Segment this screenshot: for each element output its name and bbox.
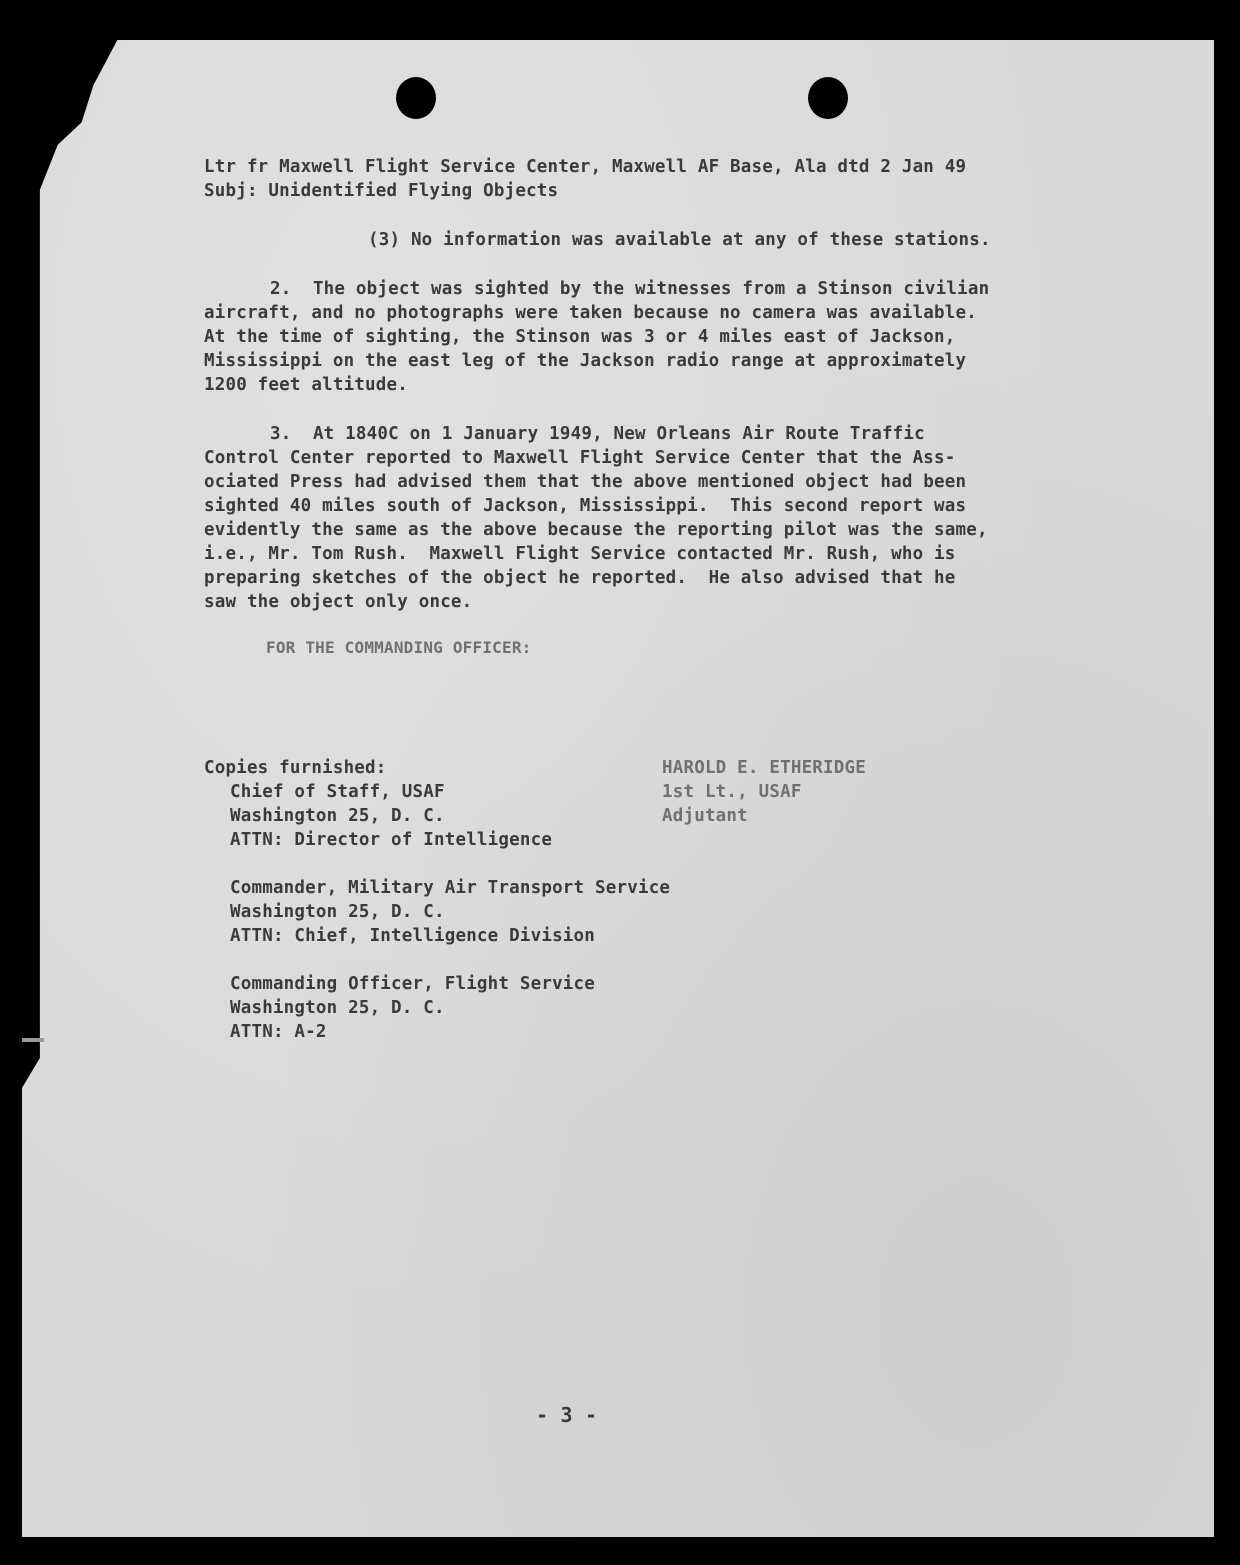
paragraph-2-line: Mississippi on the east leg of the Jackson radio range at approximately xyxy=(204,351,967,371)
paragraph-3-line: saw the object only once. xyxy=(204,592,473,612)
header-reference-line: Ltr fr Maxwell Flight Service Center, Maxwell AF Base, Ala dtd 2 Jan 49 xyxy=(204,157,967,177)
paragraph-2-line: 2. The object was sighted by the witnesses from a Stinson civilian xyxy=(270,279,990,299)
document-page xyxy=(22,40,1214,1537)
punch-hole-left xyxy=(396,77,436,119)
for-commanding-officer: FOR THE COMMANDING OFFICER: xyxy=(266,638,532,657)
header-subject-line: Subj: Unidentified Flying Objects xyxy=(204,181,559,201)
paragraph-3-line: ociated Press had advised them that the above mentioned object had been xyxy=(204,472,967,492)
paragraph-3-line: i.e., Mr. Tom Rush. Maxwell Flight Service contacted Mr. Rush, who is xyxy=(204,544,956,564)
signature-rank: 1st Lt., USAF xyxy=(662,782,802,802)
paragraph-3-line: preparing sketches of the object he reported. He also advised that he xyxy=(204,568,956,588)
copy-line: ATTN: A-2 xyxy=(230,1022,327,1042)
copy-line: Chief of Staff, USAF xyxy=(230,782,445,802)
paragraph-2-line: aircraft, and no photographs were taken because no camera was available. xyxy=(204,303,977,323)
fold-mark xyxy=(22,1038,44,1042)
punch-hole-right xyxy=(808,77,848,119)
signature-name: HAROLD E. ETHERIDGE xyxy=(662,758,866,778)
paragraph-2-line: 1200 feet altitude. xyxy=(204,375,408,395)
copies-heading: Copies furnished: xyxy=(204,758,387,778)
page-number: - 3 - xyxy=(536,1403,598,1427)
copy-line: Washington 25, D. C. xyxy=(230,806,445,826)
paragraph-3-line: sighted 40 miles south of Jackson, Mississippi. This second report was xyxy=(204,496,967,516)
item-3-text: (3) No information was available at any of these stations. xyxy=(368,230,991,250)
paragraph-3-line: 3. At 1840C on 1 January 1949, New Orleans Air Route Traffic xyxy=(270,424,925,444)
copy-line: Commanding Officer, Flight Service xyxy=(230,974,596,994)
copy-line: ATTN: Chief, Intelligence Division xyxy=(230,926,596,946)
copy-line: Washington 25, D. C. xyxy=(230,998,445,1018)
copy-line: Commander, Military Air Transport Service xyxy=(230,878,671,898)
signature-title: Adjutant xyxy=(662,806,748,826)
paragraph-3-line: Control Center reported to Maxwell Flight Service Center that the Ass- xyxy=(204,448,956,468)
paragraph-3-line: evidently the same as the above because the reporting pilot was the same, xyxy=(204,520,988,540)
copy-line: Washington 25, D. C. xyxy=(230,902,445,922)
paragraph-2-line: At the time of sighting, the Stinson was 3 or 4 miles east of Jackson, xyxy=(204,327,956,347)
copy-line: ATTN: Director of Intelligence xyxy=(230,830,553,850)
